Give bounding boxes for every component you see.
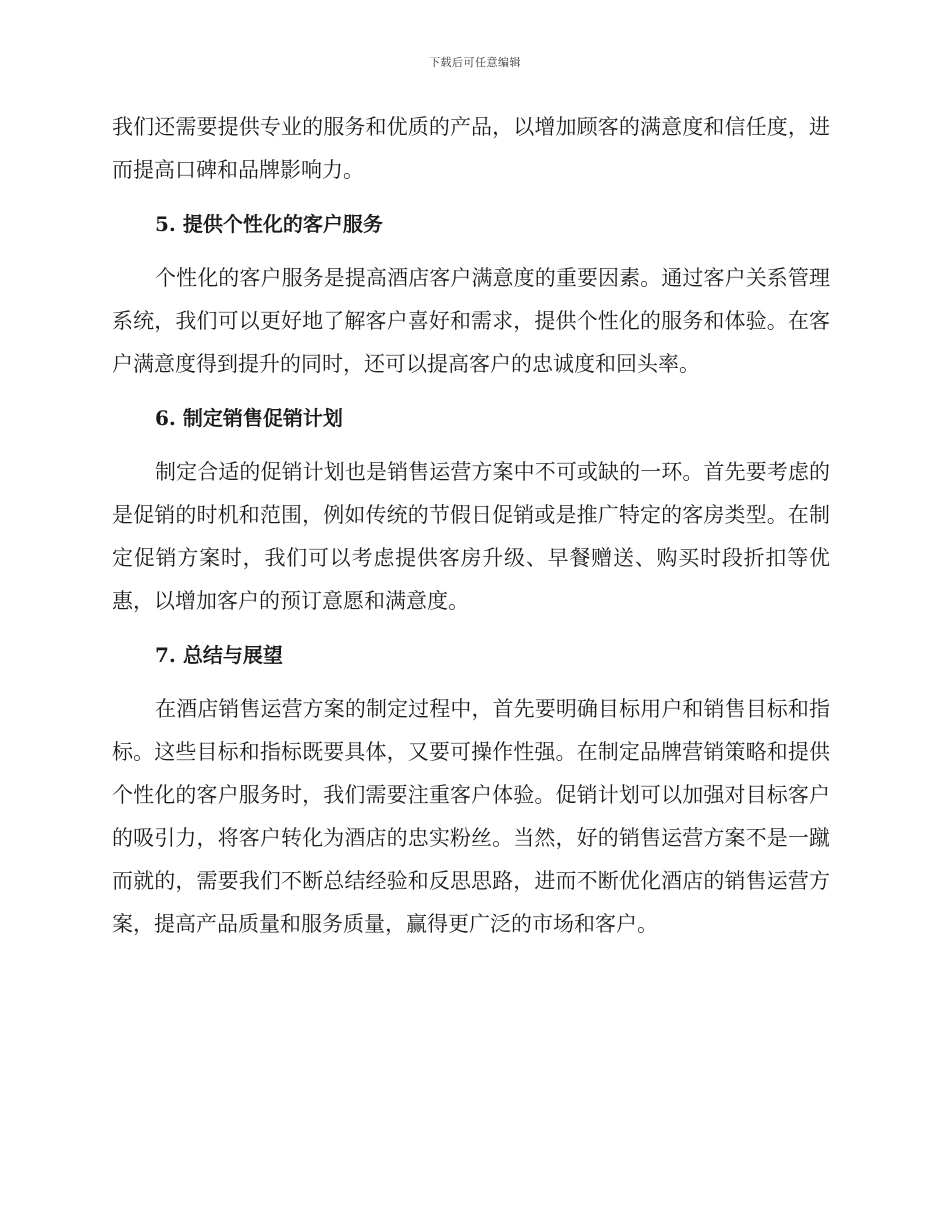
section-heading-6: 6. 制定销售促销计划 (155, 406, 343, 430)
page-header: 下载后可任意编辑 (429, 56, 521, 69)
section-body-7: 在酒店销售运营方案的制定过程中，首先要明确目标用户和销售目标和指标。这些目标和指标既要具体，又要可操作性强。在制定品牌营销策略和提供个性化的客户服务时，我们需要注重客户体验。促销计划可以加强对目标客户的吸引力，将客户转化为酒店的忠实粉丝。当然，好的销售运营方案不是一蹴而就的，需要我们不断总结经验和反思思路，进而不断优化酒店的销售运营方案，提高产品质量和服务质量，赢得更广泛的市场和客户。 (112, 697, 830, 936)
intro-paragraph: 我们还需要提供专业的服务和优质的产品，以增加顾客的满意度和信任度，进而提高口碑和品牌影响力。 (112, 115, 830, 182)
section-body-6: 制定合适的促销计划也是销售运营方案中不可或缺的一环。首先要考虑的是促销的时机和范围，例如传统的节假日促销或是推广特定的客房类型。在制定促销方案时，我们可以考虑提供客房升级、早餐赠送、购买时段折扣等优惠，以增加客户的预订意愿和满意度。 (112, 460, 830, 613)
document-body (112, 106, 830, 946)
section-heading-7: 7. 总结与展望 (155, 643, 283, 667)
section-heading-5: 5. 提供个性化的客户服务 (155, 212, 383, 236)
section-body-5: 个性化的客户服务是提高酒店客户满意度的重要因素。通过客户关系管理系统，我们可以更好地了解客户喜好和需求，提供个性化的服务和体验。在客户满意度得到提升的同时，还可以提高客户的忠诚度和回头率。 (112, 266, 830, 376)
